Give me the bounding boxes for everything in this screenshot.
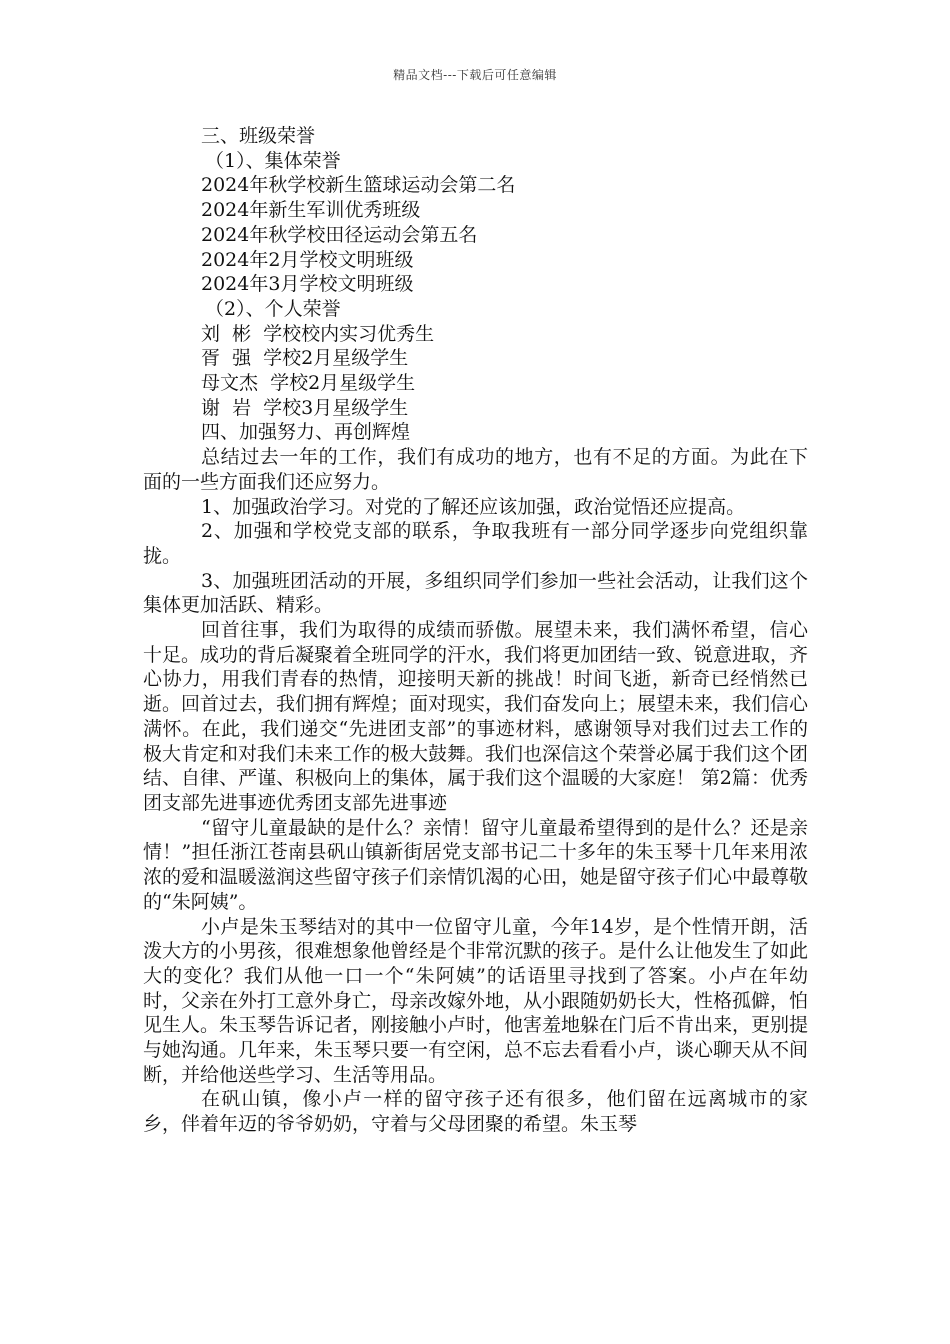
collective-honor-item: 2024年2月学校文明班级	[201, 248, 414, 271]
personal-honor-item: 谢 岩 学校3月星级学生	[201, 396, 409, 419]
body-paragraph: 总结过去一年的工作，我们有成功的地方，也有不足的方面。为此在下面的一些方面我们还应努力。	[143, 446, 808, 493]
collective-honor-item: 2024年3月学校文明班级	[201, 273, 414, 296]
collective-honor-item: 2024年新生军训优秀班级	[201, 199, 421, 222]
body-paragraph: 2、加强和学校党支部的联系，争取我班有一部分同学逐步向党组织靠拢。	[143, 520, 808, 567]
body-paragraph: 3、加强班团活动的开展，多组织同学们参加一些社会活动，让我们这个集体更加活跃、精彩。	[143, 569, 808, 617]
personal-honors-title: （2）、个人荣誉	[205, 297, 341, 320]
section-heading-honors: 三、班级荣誉	[201, 125, 316, 147]
page-header: 精品文档---下载后可任意编辑	[393, 68, 557, 82]
article-paragraph: 在矾山镇，像小卢一样的留守孩子还有很多，他们留在远离城市的家乡，伴着年迈的爷爷奶奶，守着与父母团聚的希望。朱玉琴	[143, 1088, 808, 1136]
body-paragraph: 1、加强政治学习。对党的了解还应该加强，政治觉悟还应提高。	[201, 495, 746, 518]
personal-honor-item: 胥 强 学校2月星级学生	[201, 347, 409, 370]
personal-honor-item: 母文杰 学校2月星级学生	[201, 372, 416, 395]
document-body	[143, 124, 808, 1137]
article-paragraph: 小卢是朱玉琴结对的其中一位留守儿童，今年14岁，是个性情开朗，活泼大方的小男孩，很难想象他曾经是个非常沉默的孩子。是什么让他发生了如此大的变化？我们从他一口一个“朱阿姨”的话语里寻找到了答案。小卢在年幼时，父亲在外打工意外身亡，母亲改嫁外地，从小跟随奶奶长大，性格孤僻，怕见生人。朱玉琴告诉记者，刚接触小卢时，他害羞地躲在门后不肯出来，更别提与她沟通。几年来，朱玉琴只要一有空闲，总不忘去看看小卢，谈心聊天从不间断，并给他送些学习、生活等用品。	[143, 915, 809, 1086]
collective-honor-item: 2024年秋学校新生篮球运动会第二名	[201, 174, 516, 197]
body-paragraph: 回首往事，我们为取得的成绩而骄傲。展望未来，我们满怀希望，信心十足。成功的背后凝聚着全班同学的汗水，我们将更加团结一致、锐意进取，齐心协力，用我们青春的热情，迎接明天新的挑战！时间飞逝，新奇已经悄然已逝。回首过去，我们拥有辉煌；面对现实，我们奋发向上；展望未来，我们信心满怀。在此，我们递交“先进团支部”的事迹材料，感谢领导对我们过去工作的极大肯定和对我们未来工作的极大鼓舞。我们也深信这个荣誉必属于我们这个团结、自律、严谨、积极向上的集体，属于我们这个温暖的大家庭！ 第2篇：优秀团支部先进事迹优秀团支部先进事迹	[143, 619, 809, 814]
article-paragraph: “留守儿童最缺的是什么？亲情！留守儿童最希望得到的是什么？还是亲情！”担任浙江苍南县矾山镇新街居党支部书记二十多年的朱玉琴十几年来用浓浓的爱和温暖滋润这些留守孩子们亲情饥渴的心田，她是留守孩子们心中最尊敬的“朱阿姨”。	[143, 816, 809, 913]
section-heading-efforts: 四、加强努力、再创辉煌	[201, 421, 411, 444]
collective-honors-title: （1）、集体荣誉	[205, 149, 341, 172]
personal-honor-item: 刘 彬 学校校内实习优秀生	[201, 322, 435, 345]
collective-honor-item: 2024年秋学校田径运动会第五名	[201, 223, 478, 246]
